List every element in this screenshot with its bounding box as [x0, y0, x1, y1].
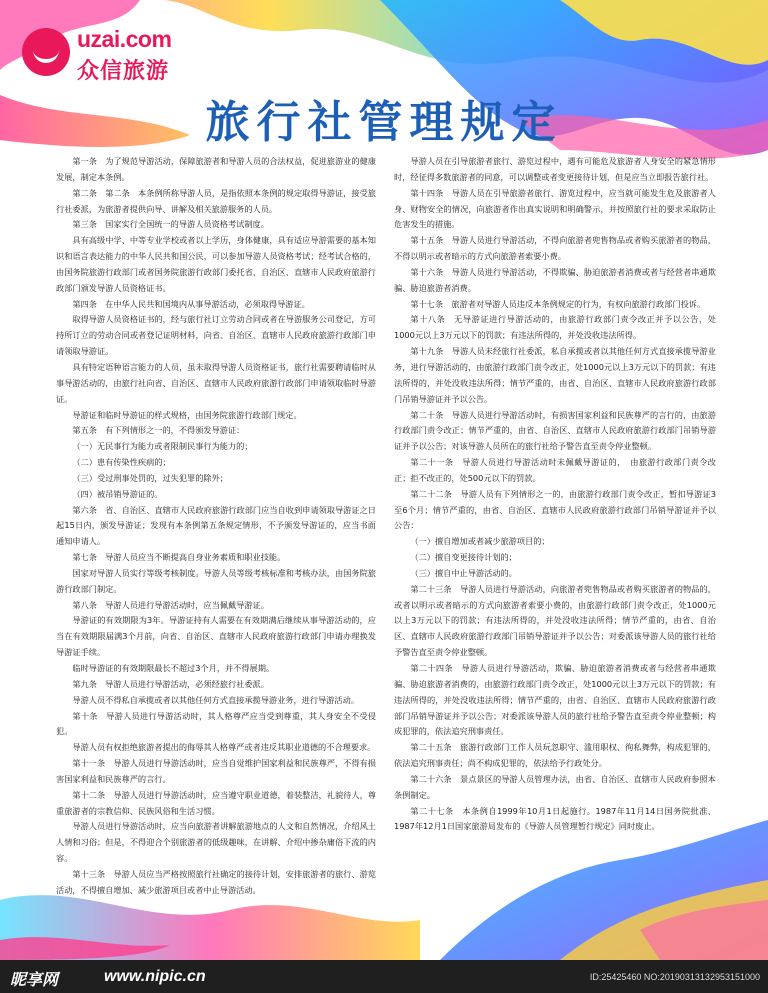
uzai-logo[interactable] — [22, 22, 202, 92]
article-paragraph: 第三条 国家实行全国统一的导游人员资格考试制度。 — [72, 219, 269, 230]
article-paragraph: 具有高级中学、中等专业学校或者以上学历，身体健康，具有适应导游需要的基本知识和语言表达能力的中华人民共和国公民，可以参加导游人员资格考试；经考试合格的，由国务院旅游行政部门或者国务院旅游行政部门委托省、自治区、直辖市人民政府旅游行政部门颁发导游人员资格证书。 — [56, 235, 376, 293]
article-paragraph: 第二十七条 本条例自1999年10月1日起施行。1987年11月14日国务院批准、1987年12月1日国家旅游局发布的《导游人员管理暂行规定》同时废止。 — [394, 805, 716, 832]
article-paragraph: 第六条 省、自治区、直辖市人民政府旅游行政部门应当自收到申请领取导游证之日起15日内，颁发导游证；发现有本条例第五条规定情形，不予颁发导游证的，应当书面通知申请人。 — [56, 504, 376, 547]
article-paragraph: 第二条 第二条 本条例所称导游人员，是指依照本条例的规定取得导游证，接受旅行社委派，为旅游者提供向导、讲解及相关旅游服务的人员。 — [56, 187, 376, 214]
article-paragraph: 第二十四条 导游人员进行导游活动，欺骗、胁迫旅游者消费或者与经营者串通欺骗、胁迫旅游者消费的，由旅游行政部门责令改正，处1000元以上3万元以下的罚款；有违法所得的，并处没收违法所得；情节严重的，由省、自治区、直辖市人民政府旅游行政部门吊销导游证并予以公告；对委派该导游人员的旅行社给予警告直至责令停业整顿；构成犯罪的，依法追究刑事责任。 — [394, 663, 716, 737]
article-paragraph: 导游人员有权拒绝旅游者提出的侮辱其人格尊严或者违反其职业道德的不合理要求。 — [72, 742, 376, 753]
article-paragraph: （一）无民事行为能力或者限制民事行为能力的； — [72, 441, 253, 452]
left-column — [56, 154, 376, 899]
article-paragraph: 第十八条 无导游证进行导游活动的，由旅游行政部门责令改正并予以公告，处1000元以上3万元以下的罚款；有违法所得的，并处没收违法所得。 — [394, 314, 716, 341]
article-paragraph: 取得导游人员资格证书的，经与旅行社订立劳动合同或者在导游服务公司登记，方可持所订立的劳动合同或者登记证明材料，向省、自治区、直辖市人民政府旅游行政部门申请领取导游证。 — [56, 314, 376, 357]
article-paragraph: 国家对导游人员实行等级考核制度。导游人员等级考核标准和考核办法，由国务院旅游行政部门制定。 — [56, 567, 376, 594]
article-paragraph: 导游人员在引导旅游者旅行、游览过程中，遇有可能危及旅游者人身安全的紧急情形时，经征得多数旅游者的同意，可以调整或者变更接待计划，但是应当立即报告旅行社。 — [394, 156, 716, 182]
page-title: 旅行社管理规定 — [205, 97, 563, 148]
article-paragraph: 第八条 导游人员进行导游活动时，应当佩戴导游证。 — [72, 599, 269, 610]
article-paragraph: 第十九条 导游人员未经旅行社委派，私自承揽或者以其他任何方式直接承揽导游业务，进行导游活动的，由旅游行政部门责令改正，处1000元以上3万元以下的罚款；有违法所得的，并处没收违法所得；情节严重的，由省、自治区、直辖市人民政府旅游行政部门吊销导游证并予以公告。 — [394, 346, 716, 404]
article-paragraph: 临时导游证的有效期限最长不超过3个月，并不得展期。 — [72, 663, 275, 673]
article-paragraph: 第十五条 导游人员进行导游活动，不得向旅游者兜售物品或者购买旅游者的物品，不得以明示或者暗示的方式向旅游者索要小费。 — [394, 235, 716, 262]
article-paragraph: 第二十五条 旅游行政部门工作人员玩忽职守、滥用职权、徇私舞弊，构成犯罪的，依法追究刑事责任；尚不构成犯罪的，依法给予行政处分。 — [394, 742, 716, 769]
article-paragraph: （三）擅自中止导游活动的。 — [410, 567, 517, 578]
article-paragraph: 导游证的有效期限为3年。导游证持有人需要在有效期满后继续从事导游活动的，应当在有效期限届满3个月前，向省、自治区、直辖市人民政府旅游行政部门申请办理换发导游证手续。 — [56, 615, 376, 658]
article-paragraph: 第十条 导游人员进行导游活动时，其人格尊严应当受到尊重，其人身安全不受侵犯。 — [56, 710, 376, 737]
watermark-footer — [0, 960, 768, 993]
logo-chinese-name: 众信旅游 — [77, 59, 170, 84]
watermark-url: www.nipic.cn — [104, 968, 206, 985]
logo-english-name: uzai.com — [77, 26, 172, 52]
right-column — [394, 154, 716, 835]
article-paragraph: 第七条 导游人员应当不断提高自身业务素质和职业技能。 — [72, 552, 286, 563]
article-paragraph: 导游证和临时导游证的样式规格，由国务院旅游行政部门规定。 — [72, 409, 302, 420]
article-paragraph: 第二十六条 景点景区的导游人员管理办法，由省、自治区、直辖市人民政府参照本条例制定。 — [394, 773, 716, 800]
article-paragraph: 第二十一条 导游人员进行导游活动时未佩戴导游证的， 由旅游行政部门责令改正；拒不改正的，处500元以下的罚款。 — [394, 457, 716, 483]
article-paragraph: 第五条 有下列情形之一的，不得颁发导游证： — [72, 425, 245, 436]
watermark-id: ID:25425460 NO:20190313132953151000 — [589, 972, 760, 982]
article-paragraph: （二）患有传染性疾病的； — [72, 457, 171, 468]
article-paragraph: （四）被吊销导游证的。 — [72, 488, 163, 499]
article-paragraph: 第十七条 旅游者对导游人员违反本条例规定的行为，有权向旅游行政部门投诉。 — [410, 298, 706, 309]
article-paragraph: 第十二条 导游人员进行导游活动时，应当遵守职业道德，着装整洁，礼貌待人，尊重旅游者的宗教信仰、民族风俗和生活习惯。 — [56, 789, 376, 816]
article-paragraph: 第十六条 导游人员进行导游活动，不得欺骗、胁迫旅游者消费或者与经营者串通欺骗、胁迫旅游者消费。 — [394, 266, 716, 293]
smile-logo-icon — [22, 28, 70, 76]
article-paragraph: 导游人员进行导游活动时，应当向旅游者讲解旅游地点的人文和自然情况，介绍风土人情和习俗；但是，不得迎合个别旅游者的低级趣味，在讲解、介绍中掺杂庸俗下流的内容。 — [56, 821, 376, 864]
article-paragraph: 第四条 在中华人民共和国境内从事导游活动，必须取得导游证。 — [72, 298, 310, 309]
article-paragraph: 第二十条 导游人员进行导游活动时，有损害国家利益和民族尊严的言行的，由旅游行政部门责令改正；情节严重的，由省、自治区、直辖市人民政府旅游行政部门吊销导游证并予以公告；对该导游人员所在的旅行社给予警告直至责令停业整顿。 — [394, 409, 716, 452]
article-paragraph: 第十一条 导游人员进行导游活动时，应当自觉维护国家利益和民族尊严，不得有损害国家利益和民族尊严的言行。 — [56, 758, 376, 784]
article-paragraph: 第一条 为了规范导游活动，保障旅游者和导游人员的合法权益，促进旅游业的健康发展，制定本条例。 — [56, 156, 376, 182]
article-paragraph: 第二十三条 导游人员进行导游活动，向旅游者兜售物品或者购买旅游者的物品的，或者以明示或者暗示的方式向旅游者索要小费的，由旅游行政部门责令改正，处1000元以上3万元以下的罚款；有违法所得的，并处没收违法所得；情节严重的，由省、自治区、直辖市人民政府旅游行政部门吊销导游证并予以公告；对委派该导游人员的旅行社给予警告直至责令停业整顿。 — [394, 583, 716, 658]
article-paragraph: 具有特定语种语言能力的人员，虽未取得导游人员资格证书，旅行社需要聘请临时从事导游活动的，由旅行社向省、自治区、直辖市人民政府旅游行政部门申请领取临时导游证。 — [56, 361, 376, 404]
article-paragraph: 第十三条 导游人员应当严格按照旅行社确定的接待计划，安排旅游者的旅行、游览活动，不得擅自增加、减少旅游项目或者中止导游活动。 — [56, 868, 376, 895]
article-paragraph: （二）擅自变更接待计划的； — [410, 552, 517, 563]
article-paragraph: （一）擅自增加或者减少旅游项目的； — [410, 536, 550, 547]
article-paragraph: 导游人员不得私自承揽或者以其他任何方式直接承揽导游业务，进行导游活动。 — [72, 694, 359, 705]
watermark-brand: 昵享网 — [10, 970, 59, 989]
article-paragraph: （三）受过刑事处罚的，过失犯罪的除外； — [72, 472, 228, 483]
article-paragraph: 第九条 导游人员进行导游活动，必须经旅行社委派。 — [72, 678, 269, 689]
article-paragraph: 第十四条 导游人员在引导旅游者旅行、游览过程中，应当就可能发生危及旅游者人身、财物安全的情况，向旅游者作出真实说明和明确警示，并按照旅行社的要求采取防止危害发生的措施。 — [394, 187, 716, 230]
article-paragraph: 第二十二条 导游人员有下列情形之一的，由旅游行政部门责令改正，暂扣导游证3至6个月；情节严重的，由省、自治区、直辖市人民政府旅游行政部门吊销导游证并予以公告： — [394, 488, 716, 531]
